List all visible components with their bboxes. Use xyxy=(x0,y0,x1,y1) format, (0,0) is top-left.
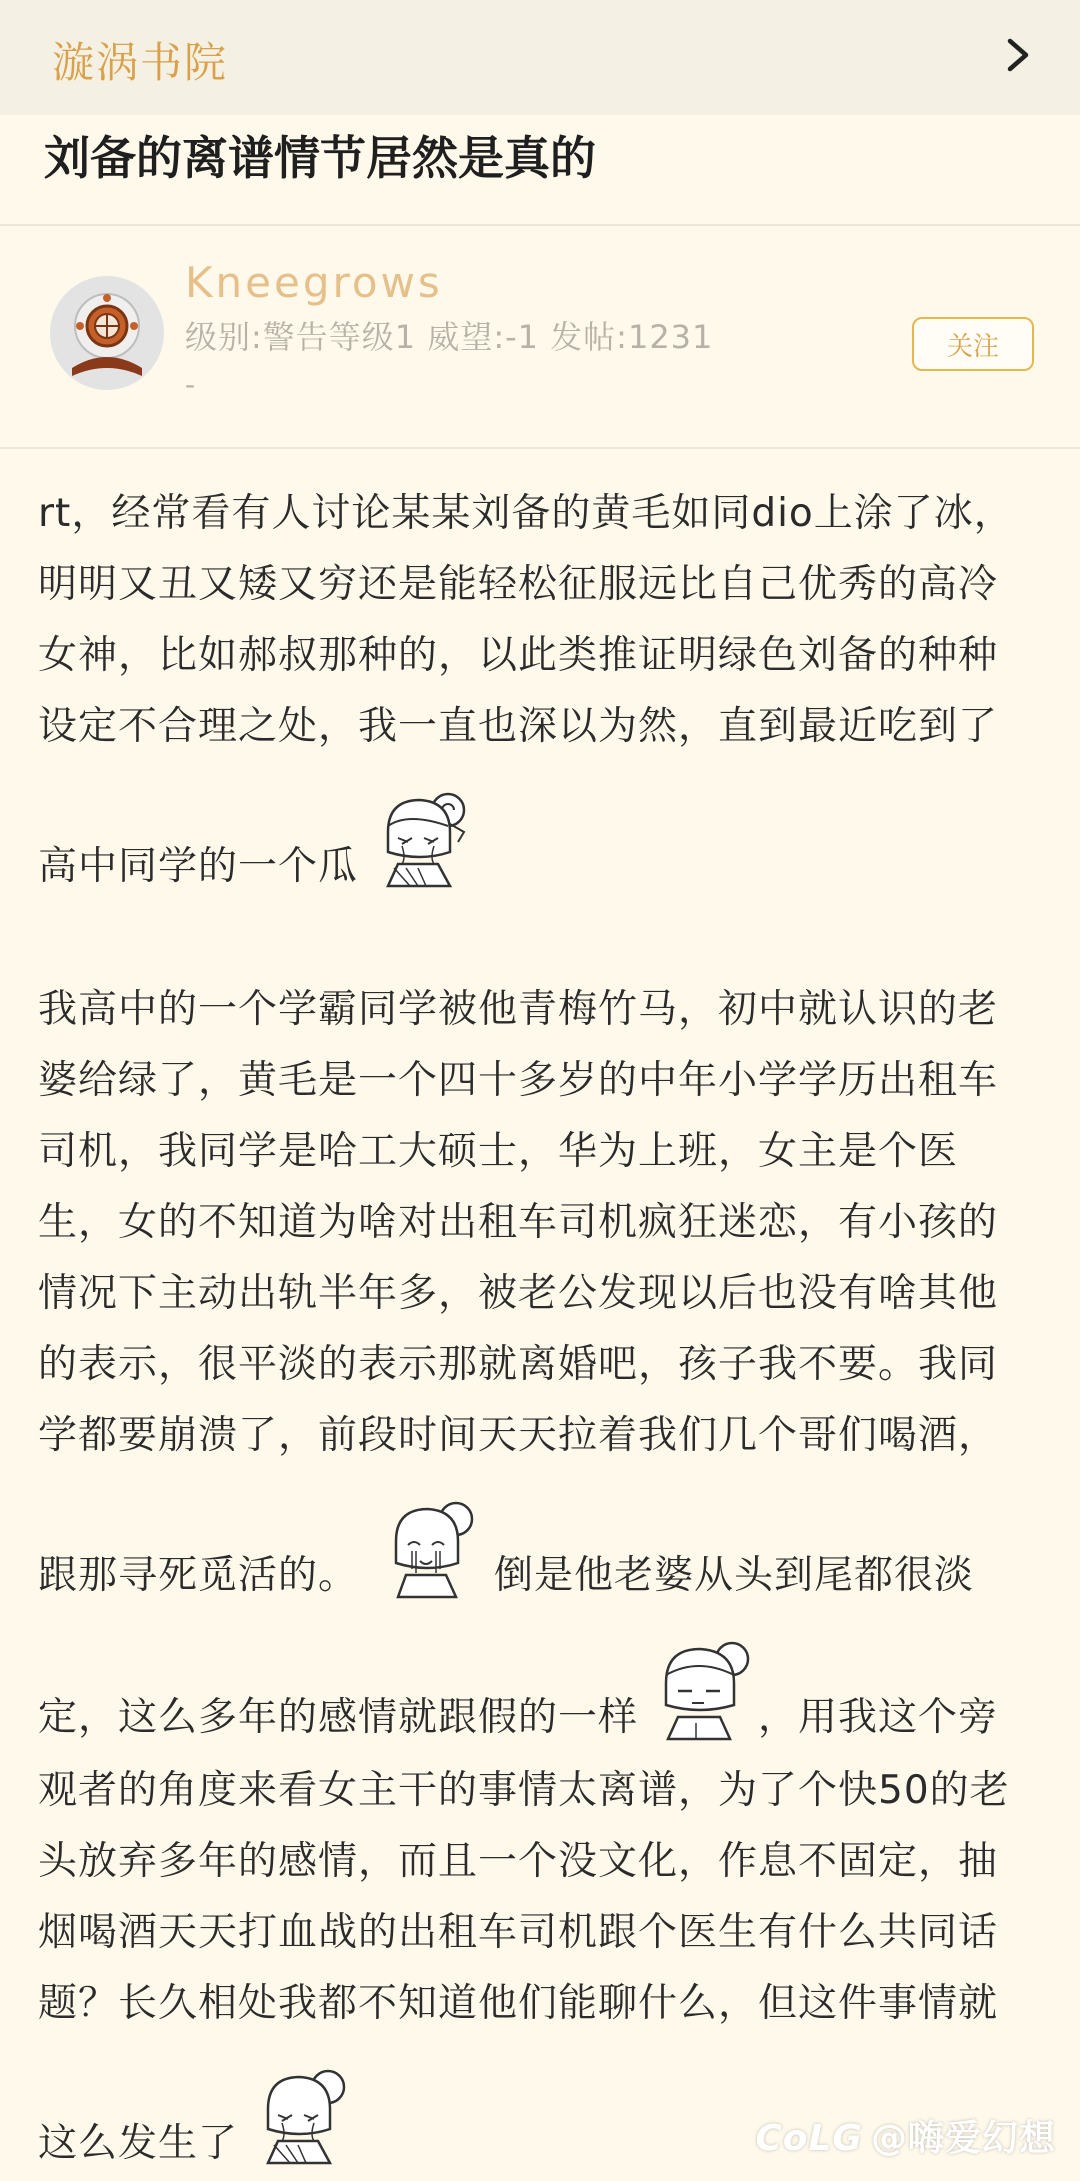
content-line: 婆给绿了，黄毛是一个四十多岁的中年小学学历出租车 xyxy=(38,1058,999,1103)
content-line: 女神，比如郝叔那种的，以此类推证明绿色刘备的种种 xyxy=(38,633,999,678)
content-text: 高中同学的一个瓜 xyxy=(38,844,359,889)
content-line: 学都要崩溃了，前段时间天天拉着我们几个哥们喝酒， xyxy=(38,1413,999,1458)
content-line: 的表示，很平淡的表示那就离婚吧，孩子我不要。我同 xyxy=(38,1342,999,1387)
content-line: 我高中的一个学霸同学被他青梅竹马，初中就认识的老 xyxy=(38,987,999,1032)
crying-girl-sticker xyxy=(238,2059,358,2179)
sighing-girl-sticker xyxy=(638,1633,758,1753)
post-title: 刘备的离谱情节居然是真的 xyxy=(44,131,596,185)
watermark-text: @嗨爱幻想 xyxy=(870,2118,1056,2159)
content-text: 这么发生了 xyxy=(38,2121,239,2166)
content-line-with-sticker xyxy=(38,762,1048,904)
content-text: 定，这么多年的感情就跟假的一样 xyxy=(38,1695,639,1740)
content-text: 倒是他老婆从头到尾都很淡 xyxy=(494,1553,975,1598)
crying-girl-sticker xyxy=(358,782,478,902)
diving-helmet-avatar[interactable] xyxy=(50,276,164,390)
author-meta: 级别:警告等级1 威望:-1 发帖:1231 xyxy=(185,318,714,356)
divider xyxy=(0,447,1080,449)
content-text: 跟那寻死觅活的。 xyxy=(38,1553,359,1598)
content-line-with-sticker xyxy=(38,1471,1048,1613)
post-content xyxy=(38,478,1048,2181)
chevron-right-icon[interactable] xyxy=(998,35,1038,75)
author-name[interactable]: Kneegrows xyxy=(185,258,443,307)
divider xyxy=(0,224,1080,226)
site-name-link[interactable]: 漩涡书院 xyxy=(52,38,229,87)
content-line: rt，经常看有人讨论某某刘备的黄毛如同dio上涂了冰， xyxy=(38,491,1014,536)
content-text: ，用我这个旁 xyxy=(758,1695,999,1740)
content-line: 头放弃多年的感情，而且一个没文化，作息不固定，抽 xyxy=(38,1839,999,1884)
content-line-with-sticker xyxy=(38,1613,1048,1755)
top-bar xyxy=(0,0,1080,115)
content-line: 烟喝酒天天打血战的出租车司机跟个医生有什么共同话 xyxy=(38,1910,999,1955)
watermark xyxy=(755,2110,1056,2161)
content-line: 明明又丑又矮又穷还是能轻松征服远比自己优秀的高冷 xyxy=(38,562,999,607)
content-line: 司机，我同学是哈工大硕士，华为上班，女主是个医 xyxy=(38,1129,959,1174)
content-line: 情况下主动出轨半年多，被老公发现以后也没有啥其他 xyxy=(38,1271,999,1316)
follow-button[interactable]: 关注 xyxy=(912,317,1034,371)
content-line: 生，女的不知道为啥对出租车司机疯狂迷恋，有小孩的 xyxy=(38,1200,999,1245)
watermark-logo: CoLG xyxy=(755,2118,863,2159)
content-line: 题？长久相处我都不知道他们能聊什么，但这件事情就 xyxy=(38,1981,999,2026)
content-line: 观者的角度来看女主干的事情太离谱，为了个快50的老 xyxy=(38,1768,1010,1813)
crying-girl-sticker xyxy=(366,1491,486,1611)
content-line: 设定不合理之处，我一直也深以为然，直到最近吃到了 xyxy=(38,704,999,749)
author-extra: - xyxy=(185,368,196,401)
paragraph-gap xyxy=(38,904,1048,974)
